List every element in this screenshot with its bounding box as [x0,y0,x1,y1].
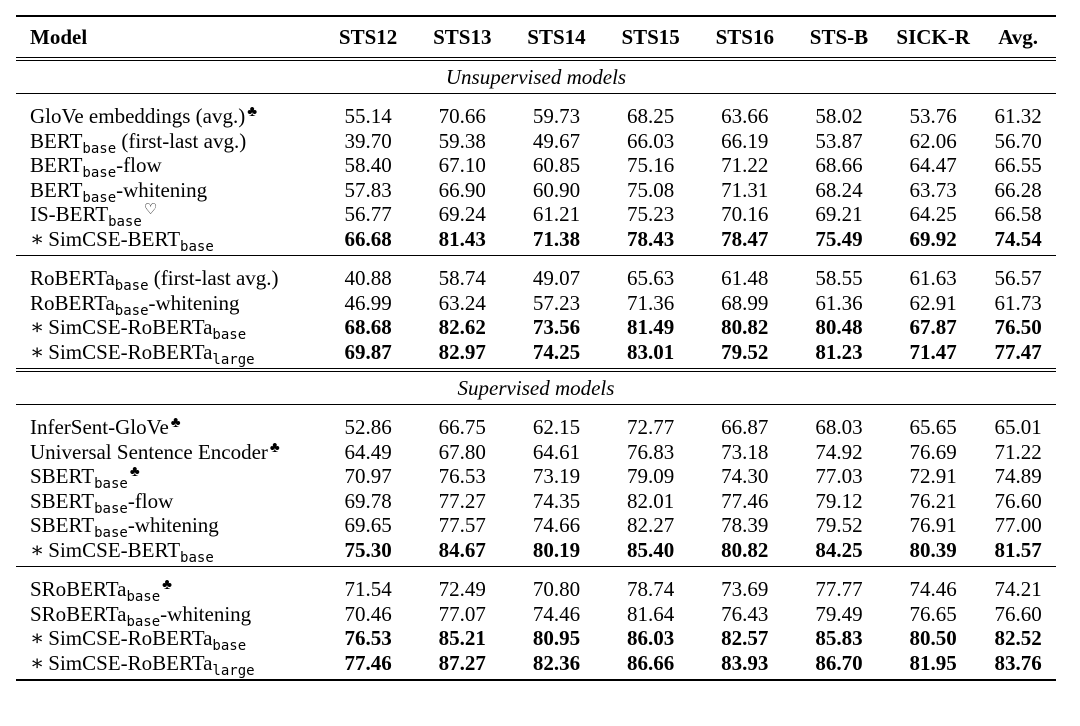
section-title: Supervised models [16,370,1056,405]
score-cell: 49.07 [509,256,603,291]
model-variant: (first-last avg.) [116,128,247,153]
score-cell: 84.67 [438,537,486,562]
score-cell: 69.24 [438,202,486,226]
model-size-subscript: base [126,589,161,605]
table-row [16,513,1056,538]
model-name: SimCSE-BERT [48,537,181,562]
model-name-cell [16,405,321,440]
score-cell: 68.66 [815,153,863,177]
score-cell: 82.62 [438,315,486,339]
score-cell: 77.46 [721,488,769,513]
score-cell: 83.93 [698,651,792,681]
model-size-subscript: base [82,189,117,206]
score-cell: 66.87 [698,405,792,440]
score-cell: 72.91 [909,464,957,488]
score-cell: 81.64 [627,601,675,626]
score-cell: 76.21 [909,488,957,513]
column-header-sick-r: SICK-R [886,16,980,59]
score-cell: 74.30 [721,464,769,488]
model-size-subscript: base [126,613,161,630]
asterisk-marker: ∗ [30,226,45,251]
column-header-sts13: STS13 [415,16,509,59]
model-name-cell [16,513,321,541]
score-cell: 52.86 [321,405,415,440]
results-table-container [16,15,1056,681]
model-name: BERT [30,153,83,177]
score-cell: 75.23 [627,202,675,226]
score-cell: 81.95 [886,651,980,681]
score-cell: 66.75 [415,405,509,440]
score-cell: 62.15 [509,405,603,440]
score-cell: 80.50 [909,626,957,650]
model-name: RoBERTa [30,290,115,315]
score-cell: 76.53 [438,464,486,488]
score-cell: 74.46 [886,567,980,602]
model-name: SimCSE-RoBERTa [48,626,213,650]
model-size-subscript: base [180,238,214,255]
score-cell: 63.73 [909,177,957,202]
model-name: SimCSE-RoBERTa [48,650,213,675]
model-size-subscript: large [212,351,255,368]
column-header-sts14: STS14 [509,16,603,59]
model-variant: -flow [127,488,174,513]
model-variant: (first-last avg.) [148,266,279,290]
model-size-subscript: base [114,302,149,319]
table-row [16,440,1056,465]
score-cell: 65.63 [604,256,698,291]
score-cell: 57.83 [344,177,392,202]
score-cell: 59.73 [509,94,603,129]
table-row [16,178,1056,203]
score-cell: 66.19 [721,128,769,153]
model-name: IS-BERT [30,202,109,226]
score-cell: 60.90 [532,177,581,202]
score-cell: 74.66 [532,513,581,537]
model-name-cell [16,227,321,256]
score-cell: 61.48 [698,256,792,291]
model-name: SBERT [30,464,95,488]
score-cell: 82.36 [509,651,603,681]
score-cell: 68.24 [815,177,863,202]
score-cell: 69.78 [344,488,392,513]
model-variant: -whitening [160,601,252,626]
score-cell: 80.82 [721,537,769,562]
score-cell: 77.47 [994,339,1042,364]
score-cell: 61.63 [886,256,980,291]
score-cell: 74.21 [980,567,1056,602]
score-cell: 73.18 [721,439,769,464]
score-cell: 81.57 [994,537,1042,562]
score-cell: 68.68 [344,315,392,339]
score-cell: 66.68 [344,226,392,251]
table-row [16,489,1056,514]
score-cell: 77.27 [438,488,486,513]
table-row [16,202,1056,227]
model-name-cell [16,94,321,129]
score-cell: 75.08 [627,177,675,202]
score-cell: 60.85 [532,153,581,177]
score-cell: 68.25 [604,94,698,129]
model-name: BERT [30,128,83,153]
score-cell: 66.55 [994,153,1042,177]
section-title-row [16,59,1056,94]
column-header-model: Model [16,16,321,59]
score-cell: 62.91 [909,290,957,315]
score-cell: 82.27 [627,513,675,537]
score-cell: 76.65 [909,601,957,626]
score-cell: 55.14 [321,94,415,129]
column-header-avg: Avg. [980,16,1056,59]
model-variant: -whitening [148,290,240,315]
score-cell: 67.80 [438,439,486,464]
score-cell: 74.46 [532,601,581,626]
score-cell: 64.25 [909,202,957,226]
score-cell: 74.92 [815,439,863,464]
model-name: SimCSE-RoBERTa [48,315,213,339]
model-size-subscript: base [212,327,247,343]
score-cell: 71.31 [721,177,769,202]
model-name-cell [16,651,321,681]
score-cell: 76.91 [909,513,957,537]
model-name: InferSent-GloVe [30,415,169,439]
model-variant: -whitening [127,513,219,537]
club-icon: ♣ [129,464,140,480]
model-variant: -whitening [116,177,208,202]
score-cell: 64.49 [344,439,392,464]
column-header-sts-b: STS-B [792,16,886,59]
score-cell: 82.57 [721,626,769,650]
model-name-cell [16,290,321,319]
score-cell: 75.30 [344,537,392,562]
model-name-cell [16,153,321,181]
score-cell: 77.00 [994,513,1042,537]
score-cell: 76.69 [909,439,957,464]
score-cell: 86.03 [627,626,675,650]
asterisk-marker: ∗ [30,315,45,339]
score-cell: 79.52 [815,513,863,537]
table-row [16,602,1056,627]
model-name: SimCSE-RoBERTa [48,339,213,364]
model-size-subscript: base [94,500,128,517]
score-cell: 83.76 [980,651,1056,681]
score-cell: 74.35 [532,488,581,513]
model-name-cell [16,440,321,465]
table-row [16,129,1056,154]
score-cell: 69.21 [815,202,863,226]
score-cell: 71.38 [532,226,581,251]
score-cell: 79.12 [815,488,863,513]
score-cell: 79.49 [815,601,863,626]
model-size-subscript: base [180,549,214,566]
score-cell: 69.65 [344,513,392,537]
table-row [16,256,1056,291]
score-cell: 69.92 [909,226,957,251]
asterisk-marker: ∗ [30,626,45,650]
score-cell: 61.21 [532,202,581,226]
score-cell: 80.95 [532,626,581,650]
score-cell: 63.66 [698,94,792,129]
score-cell: 74.89 [994,464,1042,488]
score-cell: 71.36 [627,290,675,315]
model-name-cell [16,256,321,294]
score-cell: 40.88 [321,256,415,291]
score-cell: 58.40 [344,153,392,177]
score-cell: 70.16 [721,202,769,226]
model-name: SimCSE-BERT [48,226,181,251]
model-name: SBERT [30,488,95,513]
table-row [16,464,1056,489]
score-cell: 71.22 [994,439,1042,464]
score-cell: 80.82 [721,315,769,339]
score-cell: 87.27 [415,651,509,681]
score-cell: 72.49 [415,567,509,602]
score-cell: 63.24 [438,290,486,315]
asterisk-marker: ∗ [30,339,45,364]
score-cell: 84.25 [815,537,863,562]
results-table [16,15,1056,681]
score-cell: 61.32 [980,94,1056,129]
model-name: BERT [30,177,83,202]
score-cell: 65.65 [886,405,980,440]
score-cell: 83.01 [627,339,675,364]
model-name-cell [16,488,321,517]
score-cell: 53.76 [886,94,980,129]
table-row [16,651,1056,681]
score-cell: 71.22 [721,153,769,177]
score-cell: 76.83 [627,439,675,464]
score-cell: 49.67 [532,128,581,153]
score-cell: 78.43 [627,226,675,251]
table-row [16,567,1056,602]
model-size-subscript: base [212,638,247,654]
score-cell: 79.09 [627,464,675,488]
model-size-subscript: base [114,278,149,294]
score-cell: 66.03 [627,128,675,153]
score-cell: 62.06 [909,128,957,153]
heart-icon: ♡ [143,202,158,218]
score-cell: 39.70 [344,128,392,153]
score-cell: 77.46 [321,651,415,681]
score-cell: 73.56 [532,315,581,339]
score-cell: 69.87 [344,339,392,364]
score-cell: 68.99 [721,290,769,315]
section-title: Unsupervised models [16,59,1056,94]
score-cell: 64.47 [909,153,957,177]
table-body [16,59,1056,680]
model-name: Universal Sentence Encoder [30,439,268,464]
column-header-sts16: STS16 [698,16,792,59]
score-cell: 56.77 [344,202,392,226]
score-cell: 68.03 [792,405,886,440]
score-cell: 82.01 [627,488,675,513]
score-cell: 73.19 [532,464,581,488]
score-cell: 80.39 [909,537,957,562]
club-icon: ♣ [247,104,258,120]
model-size-subscript: large [212,662,255,679]
table-row [16,626,1056,651]
score-cell: 76.43 [721,601,769,626]
score-cell: 53.87 [815,128,863,153]
model-name: RoBERTa [30,266,115,290]
score-cell: 86.66 [604,651,698,681]
table-row [16,94,1056,129]
model-name: GloVe embeddings (avg.) [30,104,246,128]
score-cell: 79.52 [721,339,769,364]
score-cell: 85.83 [815,626,863,650]
table-row [16,538,1056,567]
score-cell: 61.36 [815,290,863,315]
score-cell: 82.97 [438,339,486,364]
score-cell: 80.19 [532,537,581,562]
score-cell: 67.10 [438,153,486,177]
model-name: SRoBERTa [30,577,127,601]
score-cell: 59.38 [438,128,486,153]
model-variant: -flow [116,153,162,177]
score-cell: 76.60 [994,601,1042,626]
score-cell: 46.99 [344,290,392,315]
score-cell: 77.57 [438,513,486,537]
score-cell: 82.52 [994,626,1042,650]
asterisk-marker: ∗ [30,650,45,675]
score-cell: 71.47 [909,339,957,364]
model-name: SRoBERTa [30,601,127,626]
score-cell: 78.47 [721,226,769,251]
score-cell: 66.58 [994,202,1042,226]
table-row [16,153,1056,178]
score-cell: 81.23 [815,339,863,364]
score-cell: 76.50 [994,315,1042,339]
score-cell: 76.60 [994,488,1042,513]
column-header-sts15: STS15 [604,16,698,59]
club-icon: ♣ [269,439,280,456]
score-cell: 65.01 [980,405,1056,440]
score-cell: 70.80 [509,567,603,602]
score-cell: 74.25 [532,339,581,364]
section-title-row [16,370,1056,405]
model-name-cell [16,626,321,654]
score-cell: 85.21 [438,626,486,650]
table-row [16,291,1056,316]
model-size-subscript: base [82,140,117,157]
score-cell: 78.74 [604,567,698,602]
model-name-cell [16,177,321,206]
score-cell: 58.55 [792,256,886,291]
score-cell: 66.28 [994,177,1042,202]
score-cell: 70.97 [344,464,392,488]
score-cell: 58.74 [415,256,509,291]
model-name: SBERT [30,513,95,537]
club-icon: ♣ [170,415,181,431]
score-cell: 75.49 [815,226,863,251]
score-cell: 64.61 [532,439,581,464]
table-row [16,227,1056,256]
score-cell: 81.49 [627,315,675,339]
score-cell: 77.77 [792,567,886,602]
table-row [16,405,1056,440]
model-size-subscript: base [82,165,117,181]
column-header-sts12: STS12 [321,16,415,59]
score-cell: 86.70 [792,651,886,681]
model-name-cell [16,202,321,230]
score-cell: 70.46 [344,601,392,626]
table-row [16,315,1056,340]
score-cell: 78.39 [721,513,769,537]
score-cell: 56.57 [980,256,1056,291]
model-name-cell [16,538,321,567]
model-name-cell [16,567,321,605]
score-cell: 73.69 [698,567,792,602]
model-name-cell [16,464,321,492]
score-cell: 77.03 [815,464,863,488]
score-cell: 57.23 [532,290,581,315]
model-size-subscript: base [94,525,128,541]
header-row [16,16,1056,59]
club-icon: ♣ [162,577,173,593]
score-cell: 67.87 [909,315,957,339]
score-cell: 85.40 [627,537,675,562]
score-cell: 66.90 [438,177,486,202]
score-cell: 72.77 [604,405,698,440]
table-row [16,340,1056,371]
model-name-cell [16,601,321,630]
score-cell: 61.73 [994,290,1042,315]
score-cell: 81.43 [438,226,486,251]
score-cell: 71.54 [321,567,415,602]
score-cell: 74.54 [994,226,1042,251]
model-name-cell [16,340,321,371]
score-cell: 76.53 [344,626,392,650]
model-name-cell [16,315,321,343]
score-cell: 80.48 [815,315,863,339]
model-size-subscript: base [94,476,128,492]
asterisk-marker: ∗ [30,537,45,562]
score-cell: 70.66 [415,94,509,129]
model-name-cell [16,128,321,157]
score-cell: 77.07 [438,601,486,626]
score-cell: 58.02 [792,94,886,129]
score-cell: 56.70 [994,128,1042,153]
score-cell: 75.16 [627,153,675,177]
model-size-subscript: base [108,214,142,230]
